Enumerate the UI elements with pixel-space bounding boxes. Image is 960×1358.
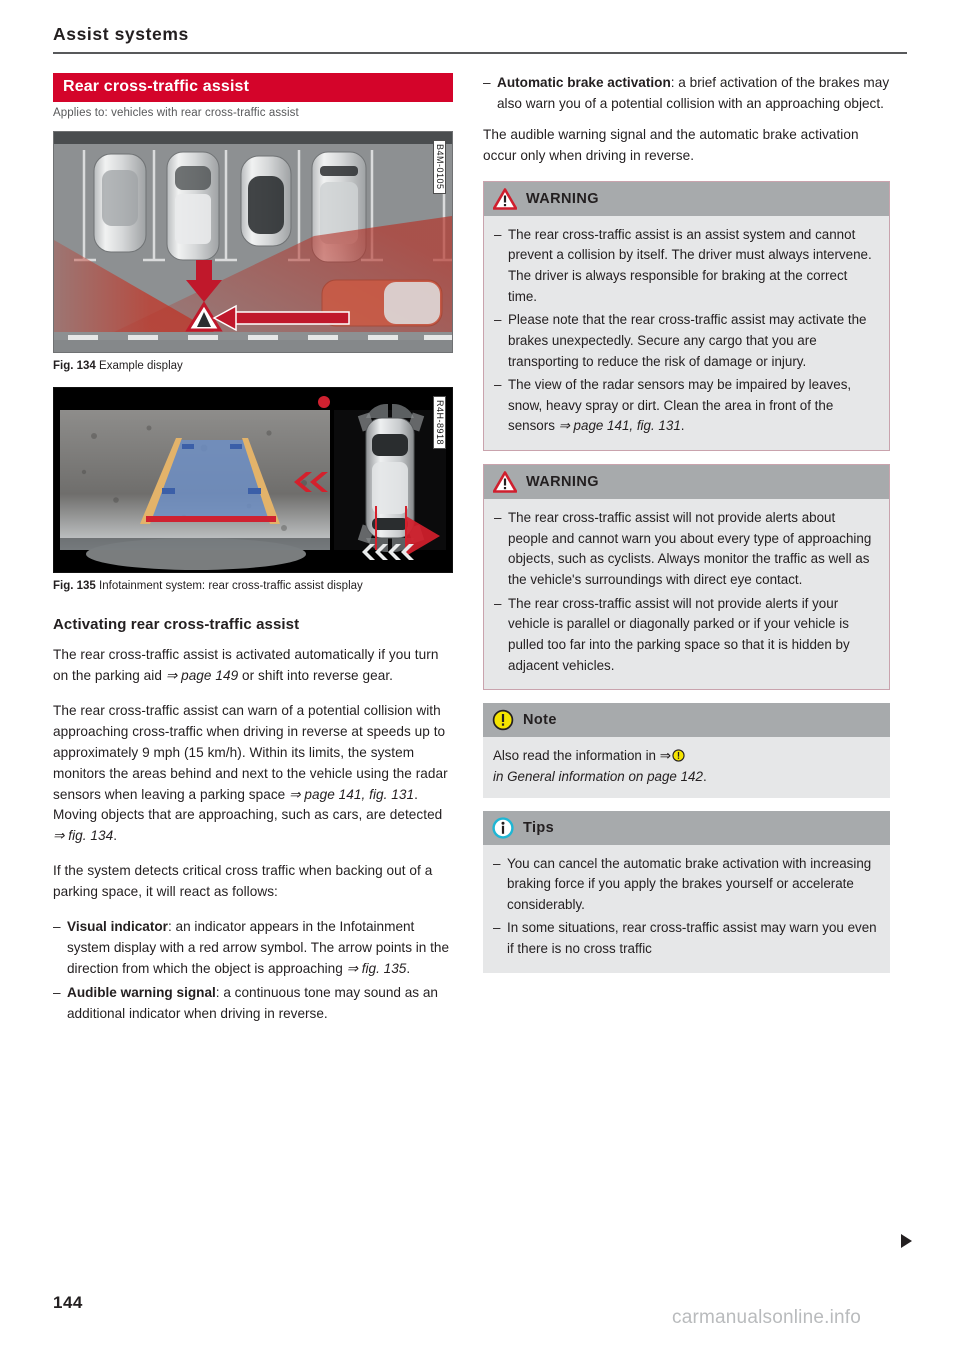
body-paragraph [53,861,453,903]
text-run: The view of the radar sensors may be impaired by leaves, snow, heavy spray or dirt. Clean the area in front of the sensors [508,377,852,434]
list-item-lead: Audible warning signal [67,984,216,1000]
figure-135-caption [53,579,453,595]
tips-box-title: Tips [523,819,555,836]
figure-135-code: R4H-8918 [433,396,446,449]
cross-reference: ⇒ fig. 135 [346,961,407,977]
tips-info-icon [492,817,514,839]
cross-reference: ⇒ fig. 134 [53,828,114,844]
text-run: . [702,768,707,784]
text-run: The rear cross-traffic assist will not provide alerts about people and cannot warn you about every type of approaching objects, such as cyclists. Always monitor the traffic as well as the vehicle's surroundings with direct eye contact. [508,510,872,588]
text-run: If the system detects critical cross traffic when backing out of a parking space, it will react as follows: [53,863,433,900]
warning-box-2-list [494,508,878,676]
audible-brake-paragraph: The audible warning signal and the automatic brake activation occur only when driving in reverse. [483,126,859,163]
warning-box-2-title: WARNING [526,474,599,491]
note-box-body [483,737,890,797]
cross-reference: ⇒ page 149 [165,667,239,683]
list-item-lead: Automatic brake activation [497,75,671,90]
cross-reference: ⇒ page 141, fig. 131 [289,786,415,802]
note-box-header [483,703,890,737]
subheading-activating: Activating rear cross-traffic assist [53,616,300,634]
figure-134-image [53,131,453,353]
text-run: In some situations, rear cross-traffic assist may warn you even if there is no cross traffic [507,920,877,957]
text-run: The rear cross-traffic assist is activated automatically if you turn on the parking aid [53,647,439,683]
text-run: . [113,828,118,844]
list-item [493,854,879,916]
tips-box-body [483,845,890,973]
warning-box-1-list [494,225,878,437]
text-run: The rear cross-traffic assist will not provide alerts if your vehicle is parallel or diagonally parked or if your vehicle is pulled too far into the parking space so that it is hidden by adjacent vehicles. [508,595,850,673]
text-run: . [406,961,411,977]
body-paragraph [53,701,453,847]
page-number: 144 [53,1293,83,1312]
figure-134-code: B4M-0105 [433,140,446,194]
figure-134 [53,131,453,375]
text-run: Please note that the rear cross-traffic assist may activate the brakes unexpectedly. Secure any cargo that you are transporting to reduce the risk of damage or injury. [508,312,867,369]
text-run: Also read the information in [493,748,660,764]
note-exclamation-icon [492,709,514,731]
list-item [494,508,878,591]
warning-box-1-title: WARNING [526,190,599,207]
header-divider [53,52,907,54]
text-run: : a brief activation of the brakes may also warn you of a potential collision with an approaching object. [497,75,890,111]
figure-134-caption [53,359,453,375]
warning-box-2-body [484,499,889,689]
figure-135-caption-text: Infotainment system: rear cross-traffic assist display [99,579,363,592]
reaction-list [53,917,453,1025]
warning-box-2-header [484,465,889,499]
left-column [53,73,453,1035]
body-paragraph [53,645,453,687]
infotainment-display-illustration [54,388,452,572]
text-run: : a continuous tone may sound as an additional indicator when driving in reverse. [67,984,438,1021]
text-run: The rear cross-traffic assist is an assist system and cannot prevent a collision by itself. The driver must always intervene. The driver is always responsible for braking at the correct time. [508,226,872,304]
tips-box [483,811,890,973]
list-item [494,310,878,372]
tips-box-list [493,854,879,960]
warning-box-1-header [484,182,889,216]
text-run: . [680,418,685,434]
text-run: or shift into reverse gear. [238,667,393,683]
warning-box-2 [483,464,890,690]
parking-lot-overhead-illustration [54,132,452,352]
right-column [483,73,890,986]
note-box [483,703,890,797]
figure-134-caption-text: Example display [99,360,183,372]
text-run: You can cancel the automatic brake activation with increasing braking force if you apply the brakes yourself or accelerate considerably. [507,855,872,912]
cross-reference: ⇒ page 141, fig. 131 [558,418,681,434]
warning-box-1 [483,181,890,451]
running-head: Assist systems [53,24,189,44]
note-box-title: Note [523,712,557,729]
list-item [53,917,453,980]
section-title-bar: Rear cross-traffic assist [53,73,453,102]
top-reaction-list [483,73,890,115]
text-run: : an indicator appears in the Infotainment system display with a red arrow symbol. The arrow points in the direction from which the object is approaching [67,919,450,977]
list-item [483,73,890,115]
figure-135-image [53,387,453,573]
text-run: . Moving objects that are approaching, such as cars, are detected [53,786,443,823]
text-run: ⇒ [659,748,671,764]
figure-135-label: Fig. 135 [53,579,96,592]
figure-134-label: Fig. 134 [53,360,96,372]
cross-reference: in General information on page 142 [493,768,703,784]
note-exclamation-icon [671,748,686,763]
applies-to-note: Applies to: vehicles with rear cross-traffic assist [53,107,299,119]
list-item [53,983,453,1025]
note-box-text [493,746,879,787]
warning-triangle-icon [493,471,517,493]
tips-box-header [483,811,890,845]
watermark: carmanualsonline.info [672,1307,862,1328]
text-run: The rear cross-traffic assist can warn of a potential collision with approaching cross-traffic when driving in reverse at speeds up to approximately 9 mph (15 km/h). Within its limits, the system monitors the areas behind and next to the vehicle using the radar sensors when leaving a parking space [53,702,448,802]
figure-135 [53,387,453,595]
list-item [494,594,878,677]
warning-box-1-body [484,216,889,450]
list-item [494,225,878,308]
warning-triangle-icon [493,188,517,210]
continuation-arrow-icon [901,1234,912,1248]
list-item [494,375,878,437]
left-paragraphs [53,645,453,903]
list-item-lead: Visual indicator [67,919,168,935]
list-item [493,918,879,959]
